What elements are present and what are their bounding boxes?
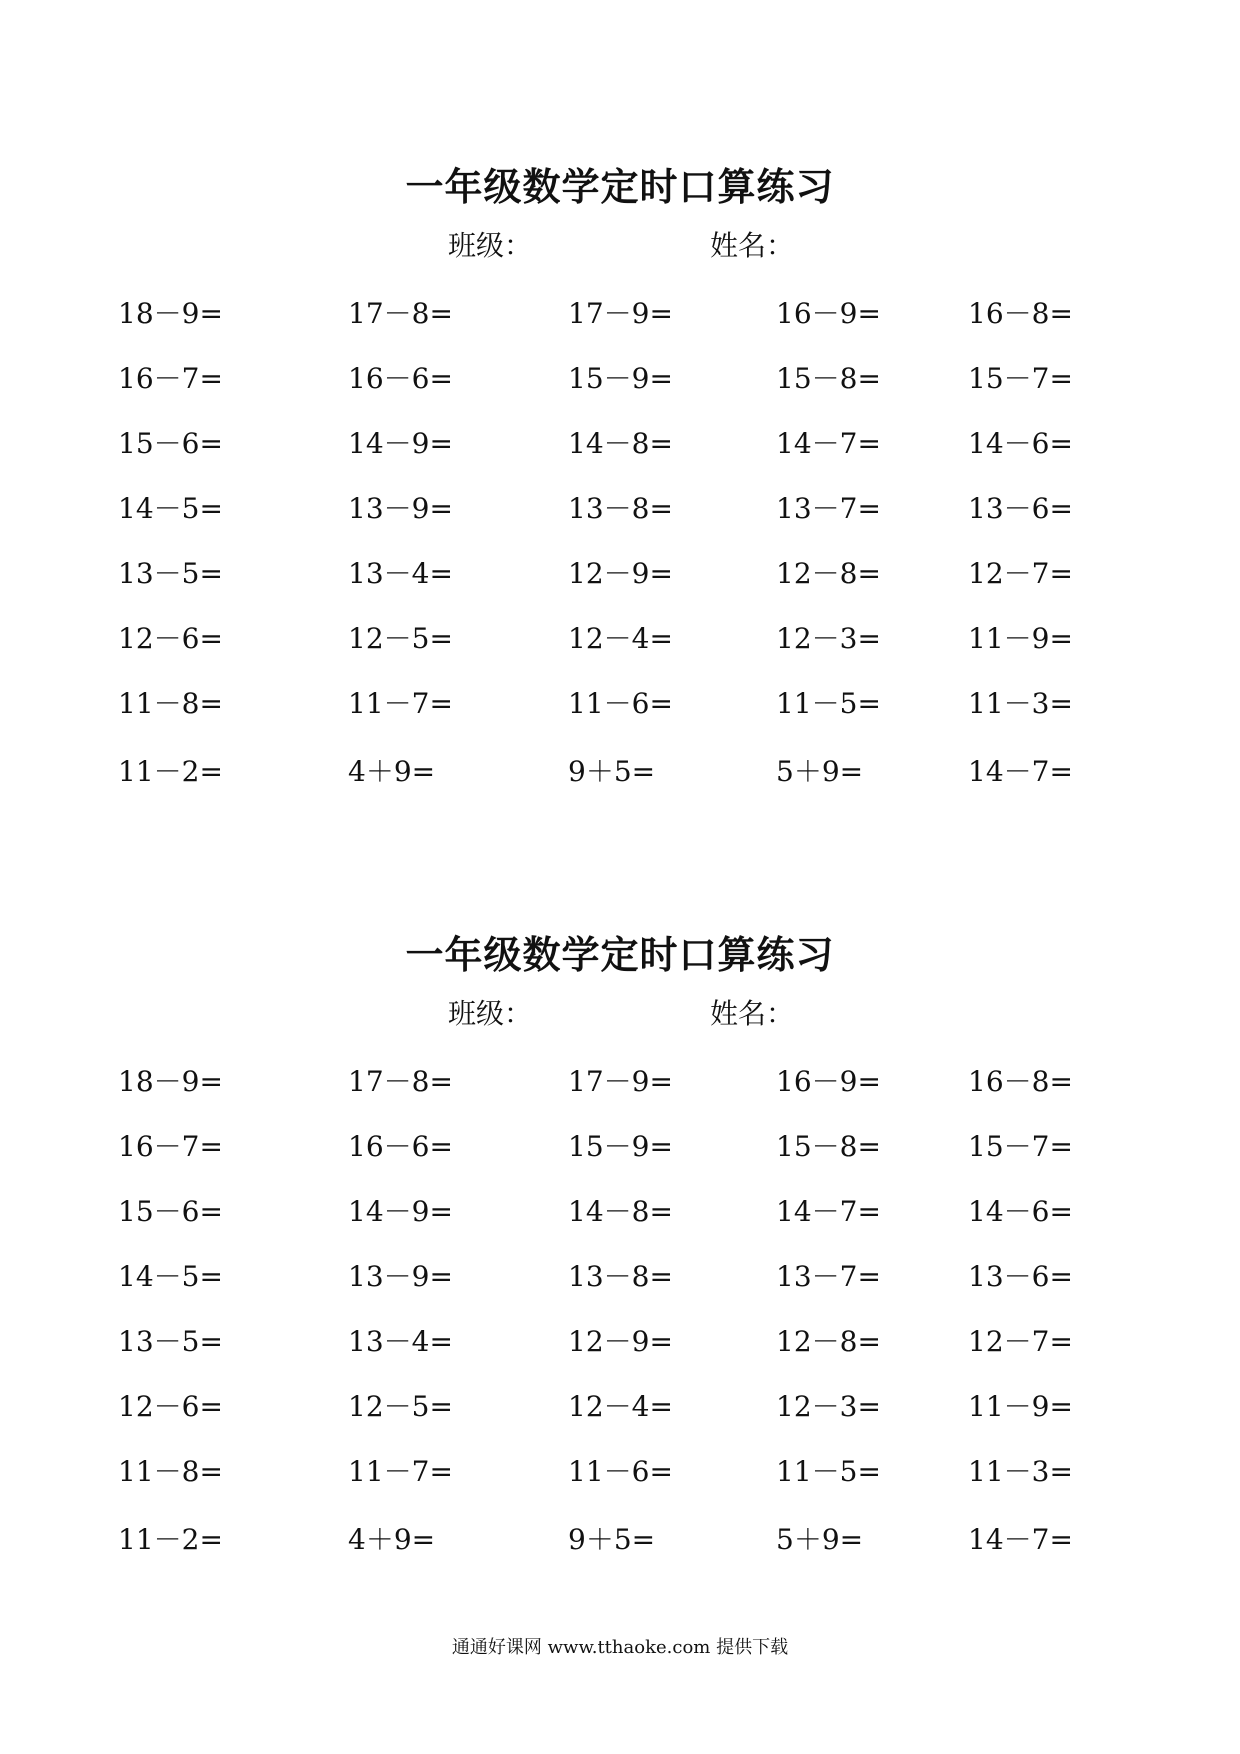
math-problem: 11－2= (118, 755, 223, 788)
math-problem: 12－4= (568, 1390, 673, 1423)
math-problem: 14－9= (348, 427, 453, 460)
math-problem: 14－5= (118, 492, 223, 525)
math-problem: 14－6= (968, 1195, 1073, 1228)
math-problem: 11－6= (568, 1455, 673, 1488)
math-problem: 17－8= (348, 1065, 453, 1098)
math-problem: 5＋9= (776, 755, 864, 788)
math-problem: 12－4= (568, 622, 673, 655)
math-problem: 15－6= (118, 427, 223, 460)
class-label: 班级： (448, 997, 533, 1030)
math-problem: 15－9= (568, 362, 673, 395)
math-problem: 12－3= (776, 622, 881, 655)
math-problem: 16－9= (776, 1065, 881, 1098)
math-problem: 14－8= (568, 427, 673, 460)
footer-credit: 通通好课网 www.tthaoke.com 提供下载 (451, 1637, 789, 1658)
math-problem: 14－8= (568, 1195, 673, 1228)
math-problem: 11－5= (776, 1455, 881, 1488)
math-problem: 18－9= (118, 1065, 223, 1098)
math-problem: 15－9= (568, 1130, 673, 1163)
math-problem: 16－8= (968, 1065, 1073, 1098)
math-problem: 11－7= (348, 687, 453, 720)
math-problem: 12－3= (776, 1390, 881, 1423)
math-problem: 11－9= (968, 622, 1073, 655)
math-problem: 13－8= (568, 1260, 673, 1293)
math-problem: 12－6= (118, 1390, 223, 1423)
worksheet-title: 一年级数学定时口算练习 (405, 164, 835, 209)
math-problem: 15－7= (968, 362, 1073, 395)
math-problem: 13－8= (568, 492, 673, 525)
math-problem: 12－8= (776, 1325, 881, 1358)
math-problem: 13－6= (968, 492, 1073, 525)
math-problem: 14－6= (968, 427, 1073, 460)
math-problem: 12－6= (118, 622, 223, 655)
math-problem: 13－9= (348, 492, 453, 525)
math-problem: 11－3= (968, 687, 1073, 720)
math-problem: 11－5= (776, 687, 881, 720)
class-label: 班级： (448, 229, 533, 262)
math-problem: 18－9= (118, 297, 223, 330)
math-problem: 15－7= (968, 1130, 1073, 1163)
math-problem: 11－6= (568, 687, 673, 720)
math-problem: 16－8= (968, 297, 1073, 330)
math-problem: 12－5= (348, 1390, 453, 1423)
math-problem: 11－9= (968, 1390, 1073, 1423)
math-problem: 12－9= (568, 1325, 673, 1358)
math-problem: 11－2= (118, 1523, 223, 1556)
math-problem: 13－5= (118, 557, 223, 590)
math-problem: 12－5= (348, 622, 453, 655)
math-problem: 9＋5= (568, 755, 656, 788)
math-problem: 13－4= (348, 1325, 453, 1358)
math-problem: 9＋5= (568, 1523, 656, 1556)
math-problem: 14－7= (968, 755, 1073, 788)
math-problem: 13－6= (968, 1260, 1073, 1293)
math-problem: 12－7= (968, 1325, 1073, 1358)
math-problem: 11－7= (348, 1455, 453, 1488)
math-problem: 13－7= (776, 1260, 881, 1293)
math-problem: 14－7= (776, 1195, 881, 1228)
math-problem: 16－6= (348, 362, 453, 395)
math-problem: 13－7= (776, 492, 881, 525)
math-problem: 14－7= (776, 427, 881, 460)
math-problem: 12－8= (776, 557, 881, 590)
math-problem: 11－3= (968, 1455, 1073, 1488)
math-problem: 14－9= (348, 1195, 453, 1228)
math-problem: 12－7= (968, 557, 1073, 590)
math-problem: 5＋9= (776, 1523, 864, 1556)
math-problem: 14－5= (118, 1260, 223, 1293)
math-problem: 17－9= (568, 297, 673, 330)
math-problem: 16－6= (348, 1130, 453, 1163)
math-problem: 13－9= (348, 1260, 453, 1293)
math-problem: 15－6= (118, 1195, 223, 1228)
math-problem: 15－8= (776, 1130, 881, 1163)
worksheet-2 (0, 768, 1240, 1556)
math-problem: 17－8= (348, 297, 453, 330)
math-problem: 12－9= (568, 557, 673, 590)
worksheet-1 (0, 0, 1240, 788)
math-problem: 14－7= (968, 1523, 1073, 1556)
math-problem: 15－8= (776, 362, 881, 395)
math-problem: 4＋9= (348, 755, 436, 788)
math-problem: 16－9= (776, 297, 881, 330)
math-problem: 17－9= (568, 1065, 673, 1098)
math-problem: 11－8= (118, 1455, 223, 1488)
math-problem: 13－4= (348, 557, 453, 590)
math-problem: 11－8= (118, 687, 223, 720)
worksheet-title: 一年级数学定时口算练习 (405, 932, 835, 977)
name-label: 姓名： (710, 229, 795, 262)
math-problem: 16－7= (118, 1130, 223, 1163)
math-problem: 13－5= (118, 1325, 223, 1358)
math-problem: 4＋9= (348, 1523, 436, 1556)
name-label: 姓名： (710, 997, 795, 1030)
math-problem: 16－7= (118, 362, 223, 395)
